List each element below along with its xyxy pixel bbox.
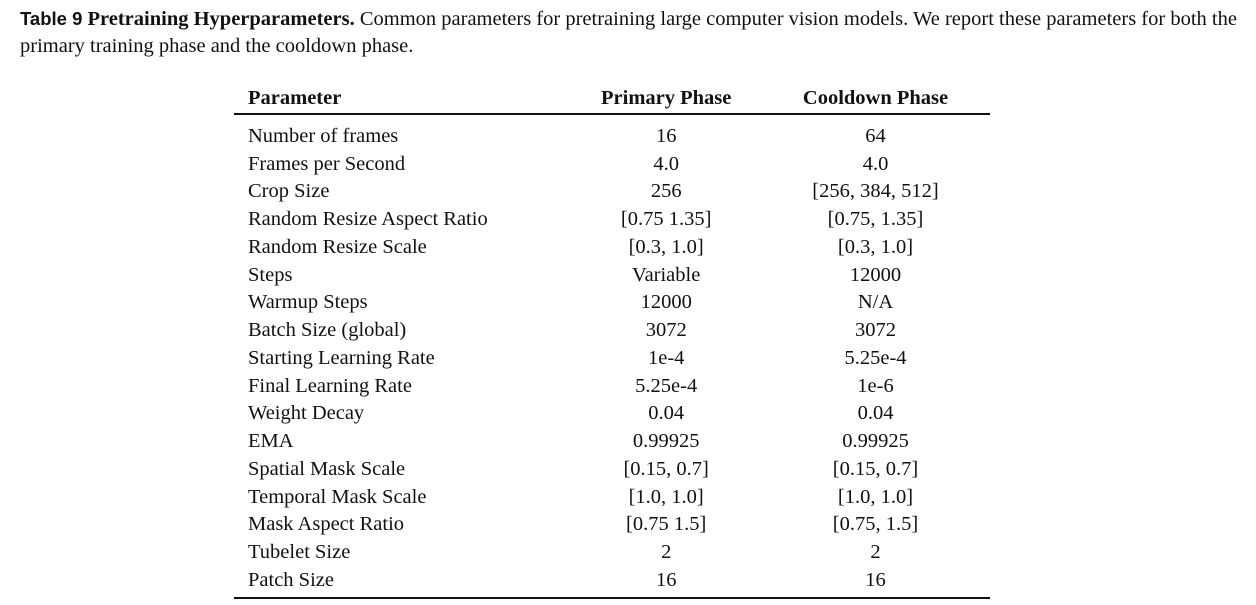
cell-parameter: Tubelet Size <box>248 541 351 564</box>
cell-parameter: Patch Size <box>234 566 571 598</box>
cell-parameter: Batch Size (global) <box>248 319 407 342</box>
cell-cooldown-phase: 0.99925 <box>842 430 909 453</box>
cell-primary-phase: 16 <box>655 124 677 147</box>
cell-parameter: Weight Decay <box>248 402 365 425</box>
cell-parameter: Steps <box>248 263 293 286</box>
cell-cooldown-phase: 16 <box>761 566 990 598</box>
cell-primary-phase: [1.0, 1.0] <box>628 485 704 508</box>
cell-parameter: Temporal Mask Scale <box>248 485 427 508</box>
cell-cooldown-phase: [256, 384, 512] <box>812 180 939 203</box>
hyperparameter-table <box>234 83 990 599</box>
header-primary-phase: Primary Phase <box>571 83 761 114</box>
cell-parameter: Random Resize Scale <box>248 235 427 258</box>
cell-parameter: EMA <box>248 430 294 453</box>
cell-cooldown-phase: 0.04 <box>857 402 894 425</box>
cell-parameter: Random Resize Aspect Ratio <box>248 208 488 231</box>
cell-primary-phase: 3072 <box>645 319 687 342</box>
cell-cooldown-phase: [0.75, 1.35] <box>827 208 924 231</box>
cell-parameter: Warmup Steps <box>248 291 368 314</box>
cell-parameter: Crop Size <box>248 180 330 203</box>
cell-cooldown-phase: N/A <box>857 291 894 314</box>
table-row <box>234 400 990 428</box>
cell-primary-phase: 1e-4 <box>647 346 685 369</box>
table-row <box>234 261 990 289</box>
table-row <box>234 205 990 233</box>
cell-cooldown-phase: 4.0 <box>862 152 889 175</box>
cell-parameter: Spatial Mask Scale <box>248 457 406 480</box>
cell-cooldown-phase: 3072 <box>855 319 896 342</box>
cell-primary-phase: 5.25e-4 <box>635 374 698 397</box>
cell-cooldown-phase: 12000 <box>849 263 902 286</box>
caption-text: Common parameters for pretraining large computer vision models. We report these parameters for both the primary training phase and the cooldown phase. <box>20 8 1237 57</box>
cell-parameter: Final Learning Rate <box>248 374 412 397</box>
header-parameter: Parameter <box>234 83 571 114</box>
table-row <box>234 316 990 344</box>
table-row <box>234 150 990 178</box>
cell-parameter: Mask Aspect Ratio <box>248 513 405 536</box>
cell-cooldown-phase: 1e-6 <box>857 374 894 397</box>
cell-primary-phase: 2 <box>661 541 672 564</box>
table-row <box>234 289 990 317</box>
caption-title: Pretraining Hyperparameters. <box>87 8 355 30</box>
cell-cooldown-phase: 5.25e-4 <box>844 346 907 369</box>
table-row <box>234 344 990 372</box>
cell-parameter: Starting Learning Rate <box>248 346 435 369</box>
caption-label: Table 9 <box>20 8 83 29</box>
cell-primary-phase: [0.15, 0.7] <box>623 457 709 480</box>
table-row <box>234 427 990 455</box>
table-row <box>234 372 990 400</box>
table-header <box>234 83 990 114</box>
header-cooldown-phase: Cooldown Phase <box>761 83 990 114</box>
cell-cooldown-phase: 64 <box>865 124 886 147</box>
cell-cooldown-phase: [0.3, 1.0] <box>837 235 914 258</box>
table-row <box>234 114 990 150</box>
cell-primary-phase: [0.3, 1.0] <box>628 235 704 258</box>
cell-parameter: Number of frames <box>248 124 399 147</box>
cell-primary-phase: [0.75 1.5] <box>626 513 707 536</box>
cell-primary-phase: 256 <box>650 180 682 203</box>
cell-primary-phase: 0.04 <box>648 402 685 425</box>
table-row <box>234 511 990 539</box>
table-row <box>234 233 990 261</box>
cell-primary-phase: 12000 <box>640 291 692 314</box>
cell-cooldown-phase: [0.15, 0.7] <box>832 457 919 480</box>
cell-primary-phase: [0.75 1.35] <box>620 208 712 231</box>
hyperparameter-table-container <box>234 83 990 599</box>
cell-primary-phase: Variable <box>632 263 701 286</box>
header-row <box>234 83 990 114</box>
table-row <box>234 455 990 483</box>
cell-cooldown-phase: [0.75, 1.5] <box>832 513 919 536</box>
cell-primary-phase: 4.0 <box>653 152 679 175</box>
cell-primary-phase: 16 <box>571 566 761 598</box>
table-caption <box>20 5 1240 60</box>
cell-primary-phase: 0.99925 <box>632 430 700 453</box>
table-row <box>234 538 990 566</box>
cell-cooldown-phase: 2 <box>870 541 881 564</box>
cell-parameter: Frames per Second <box>248 152 406 175</box>
table-row <box>234 178 990 206</box>
table-body <box>234 114 990 598</box>
table-row <box>234 566 990 598</box>
cell-cooldown-phase: [1.0, 1.0] <box>837 485 914 508</box>
table-row <box>234 483 990 511</box>
